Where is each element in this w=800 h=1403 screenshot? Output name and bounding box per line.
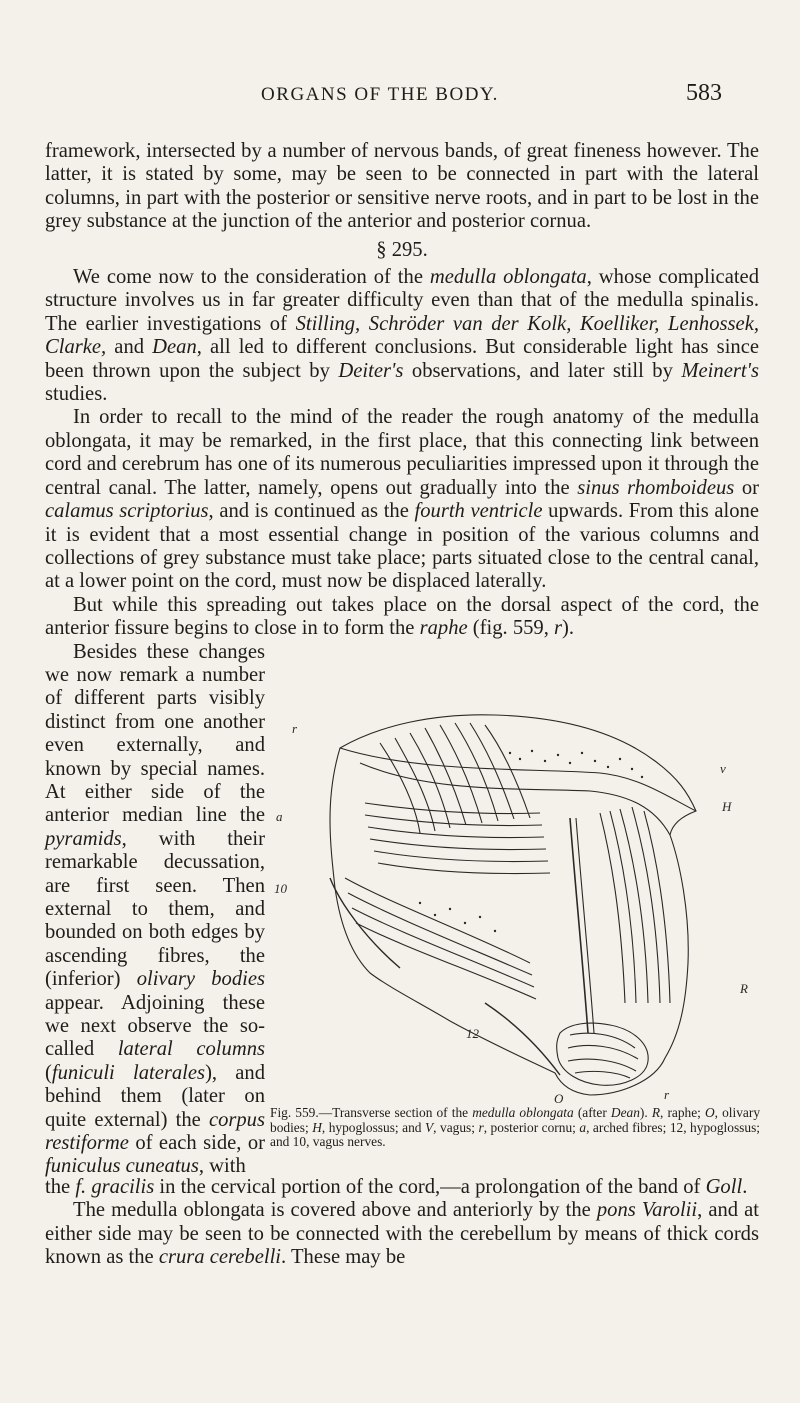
label-a: a <box>276 809 283 824</box>
hypoglossus-root <box>485 1003 560 1075</box>
label-R: R <box>740 981 748 996</box>
label-O: O <box>554 1091 564 1103</box>
label-r: r <box>292 721 298 736</box>
page-header <box>0 80 800 118</box>
page-number: 583 <box>686 80 722 106</box>
figure-559 <box>270 703 760 1103</box>
section-heading: § 295. <box>376 238 428 261</box>
label-10: 10 <box>274 881 287 896</box>
ventricle-floor <box>340 748 696 811</box>
paragraph-6: The medulla oblongata is covered above and anteriorly by the pons Varolii, and at either side may be seen to be connected with the cerebellum by means of thick cords known as the crura cerebelli. These may be <box>45 1199 760 1269</box>
medulla-cross-section-illustration <box>270 703 760 1103</box>
label-12: 12 <box>466 1026 479 1041</box>
paragraph-4: But while this spreading out takes place on the dorsal aspect of the cord, the anterior fissure begins to close in to form the raphe (fig. 559, r). <box>45 593 759 640</box>
paragraph-1: framework, intersected by a number of nervous bands, of great fineness however. The latter, it is stated by some, may be seen to be connected in part with the lateral columns, in part with the posterior or sensitive nerve roots, and in part to be lost in the grey substance at the junction of the anterior and posterior cornua. <box>45 140 759 233</box>
label-r-bottom: r <box>664 1087 670 1102</box>
label-H: H <box>722 799 732 814</box>
figure-caption: Fig. 559.—Transverse section of the medulla oblongata (after Dean). R, raphe; O, olivary bodies; H, hypoglossus; and V, vagus; r, posterior cornu; a, arched fibres; 12, hypoglossus; and 10, vagus nerves. <box>270 1105 761 1150</box>
paragraph-5: Besides these changes we now remark a number of different parts visibly distinct from one another even externally, and known by special names. At either side of the anterior median line the pyramids, with their remarkable decussation, are first seen. Then external to them, and bounded on both edges by ascending fibres, the (inferior) olivary bodies appear. Adjoining these we next observe the so-called lateral columns (funiculi laterales), and behind them (later on quite external) the corpus restiforme of each side, or funiculus cuneatus, with <box>45 640 266 1178</box>
running-title: ORGANS OF THE BODY. <box>261 84 499 105</box>
bottom-text <box>45 1176 759 1270</box>
paragraph-5-continued: the f. gracilis in the cervical portion of the cord,—a prolongation of the band of Goll. <box>45 1176 748 1198</box>
paragraph-2: We come now to the consideration of the medulla oblongata, whose complicated structure involves us in far greater difficulty even than that of the medulla spinalis. The earlier investigations of Stilling, Schröder van der Kolk, Koelliker, Lenhossek, Clarke, and Dean, all led to different conclusions. But considerable light has since been thrown upon the subject by Deiter's observations, and later still by Meinert's studies. <box>45 266 759 406</box>
olivary-body <box>557 1023 648 1085</box>
label-v: v <box>720 761 726 776</box>
paragraph-3: In order to recall to the mind of the reader the rough anatomy of the medulla oblongata, it may be remarked, in the first place, that this connecting link between cord and cerebrum has one of its numerous peculiarities impressed upon it through the central canal. The latter, namely, opens out gradually into the sinus rhomboideus or calamus scriptorius, and is continued as the fourth ventricle upwards. From this alone it is evident that a most essential change in position of the various columns and collections of grey substance must take place; parts situated close to the central canal, at a lower point on the cord, must now be displaced laterally. <box>45 406 759 593</box>
vagus-root <box>330 878 400 968</box>
